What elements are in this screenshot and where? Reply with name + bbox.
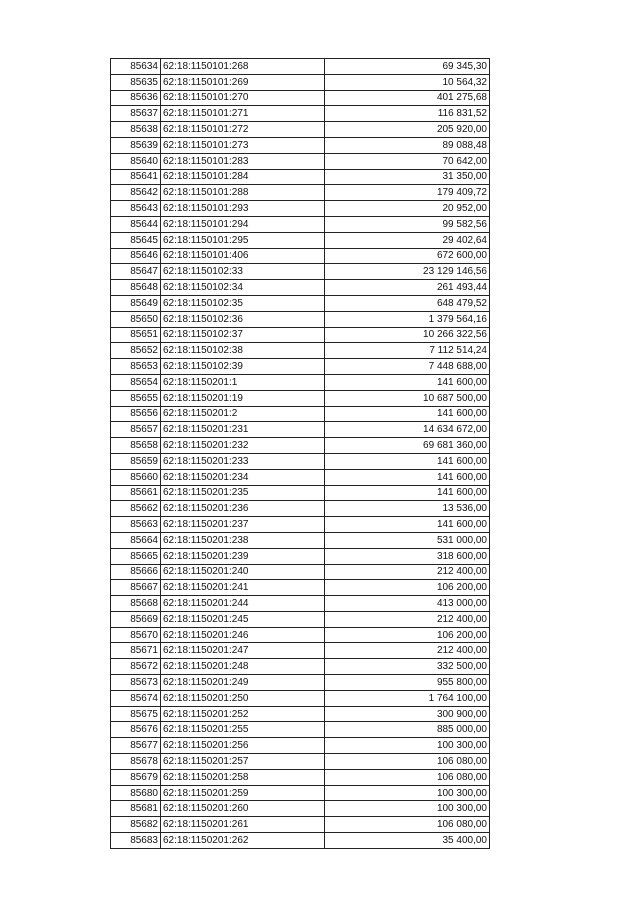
cadastral-number-cell: 62:18:1150101:293 — [161, 201, 325, 217]
cadastral-number-cell: 62:18:1150102:36 — [161, 311, 325, 327]
cadastral-value-cell: 69 681 360,00 — [325, 438, 490, 454]
cadastral-number-cell: 62:18:1150201:258 — [161, 769, 325, 785]
table-row — [111, 74, 490, 90]
cadastral-number-cell: 62:18:1150201:252 — [161, 706, 325, 722]
cadastral-value-cell: 10 266 322,56 — [325, 327, 490, 343]
cadastral-number-cell: 62:18:1150201:245 — [161, 611, 325, 627]
cadastral-value-cell: 141 600,00 — [325, 406, 490, 422]
row-number-cell: 85663 — [111, 517, 161, 533]
cadastral-number-cell: 62:18:1150201:248 — [161, 659, 325, 675]
cadastral-value-cell: 1 379 564,16 — [325, 311, 490, 327]
cadastral-number-cell: 62:18:1150201:255 — [161, 722, 325, 738]
row-number-cell: 85644 — [111, 216, 161, 232]
table-row — [111, 564, 490, 580]
table-row — [111, 295, 490, 311]
table-row — [111, 201, 490, 217]
row-number-cell: 85643 — [111, 201, 161, 217]
cadastral-number-cell: 62:18:1150201:249 — [161, 675, 325, 691]
cadastral-value-cell: 531 000,00 — [325, 532, 490, 548]
row-number-cell: 85642 — [111, 185, 161, 201]
table-row — [111, 59, 490, 75]
cadastral-value-cell: 141 600,00 — [325, 469, 490, 485]
cadastral-value-cell: 100 300,00 — [325, 785, 490, 801]
cadastral-number-cell: 62:18:1150101:269 — [161, 74, 325, 90]
row-number-cell: 85659 — [111, 453, 161, 469]
row-number-cell: 85638 — [111, 122, 161, 138]
cadastral-value-cell: 212 400,00 — [325, 611, 490, 627]
table-row — [111, 754, 490, 770]
cadastral-number-cell: 62:18:1150201:246 — [161, 627, 325, 643]
table-row — [111, 659, 490, 675]
row-number-cell: 85661 — [111, 485, 161, 501]
table-row — [111, 280, 490, 296]
table-row — [111, 517, 490, 533]
cadastral-number-cell: 62:18:1150101:271 — [161, 106, 325, 122]
table-row — [111, 137, 490, 153]
cadastral-value-cell: 300 900,00 — [325, 706, 490, 722]
row-number-cell: 85635 — [111, 74, 161, 90]
cadastral-number-cell: 62:18:1150101:295 — [161, 232, 325, 248]
row-number-cell: 85670 — [111, 627, 161, 643]
cadastral-value-cell: 141 600,00 — [325, 374, 490, 390]
row-number-cell: 85679 — [111, 769, 161, 785]
table-row — [111, 264, 490, 280]
row-number-cell: 85681 — [111, 801, 161, 817]
cadastral-value-cell: 14 634 672,00 — [325, 422, 490, 438]
table-body — [111, 59, 490, 849]
row-number-cell: 85637 — [111, 106, 161, 122]
cadastral-value-cell: 100 300,00 — [325, 738, 490, 754]
cadastral-number-cell: 62:18:1150201:247 — [161, 643, 325, 659]
table-row — [111, 485, 490, 501]
table-row — [111, 422, 490, 438]
cadastral-value-cell: 318 600,00 — [325, 548, 490, 564]
cadastral-value-cell: 7 112 514,24 — [325, 343, 490, 359]
table-row — [111, 548, 490, 564]
row-number-cell: 85683 — [111, 833, 161, 849]
cadastral-number-cell: 62:18:1150201:231 — [161, 422, 325, 438]
cadastral-value-cell: 141 600,00 — [325, 517, 490, 533]
cadastral-number-cell: 62:18:1150101:270 — [161, 90, 325, 106]
table-row — [111, 738, 490, 754]
row-number-cell: 85645 — [111, 232, 161, 248]
cadastral-value-cell: 10 564,32 — [325, 74, 490, 90]
cadastral-number-cell: 62:18:1150201:233 — [161, 453, 325, 469]
cadastral-value-cell: 212 400,00 — [325, 564, 490, 580]
table-row — [111, 169, 490, 185]
row-number-cell: 85653 — [111, 359, 161, 375]
row-number-cell: 85648 — [111, 280, 161, 296]
cadastral-number-cell: 62:18:1150101:288 — [161, 185, 325, 201]
cadastral-number-cell: 62:18:1150102:34 — [161, 280, 325, 296]
cadastral-value-cell: 141 600,00 — [325, 453, 490, 469]
table-row — [111, 596, 490, 612]
table-row — [111, 785, 490, 801]
cadastral-value-table — [110, 58, 490, 849]
table-row — [111, 643, 490, 659]
row-number-cell: 85677 — [111, 738, 161, 754]
table-row — [111, 469, 490, 485]
table-row — [111, 90, 490, 106]
cadastral-value-cell: 106 080,00 — [325, 817, 490, 833]
table-row — [111, 153, 490, 169]
table-row — [111, 833, 490, 849]
cadastral-number-cell: 62:18:1150101:284 — [161, 169, 325, 185]
cadastral-value-cell: 20 952,00 — [325, 201, 490, 217]
table-row — [111, 343, 490, 359]
cadastral-value-cell: 23 129 146,56 — [325, 264, 490, 280]
cadastral-value-cell: 1 764 100,00 — [325, 690, 490, 706]
row-number-cell: 85669 — [111, 611, 161, 627]
row-number-cell: 85640 — [111, 153, 161, 169]
table-row — [111, 611, 490, 627]
row-number-cell: 85636 — [111, 90, 161, 106]
table-row — [111, 801, 490, 817]
table-row — [111, 580, 490, 596]
table-row — [111, 675, 490, 691]
row-number-cell: 85651 — [111, 327, 161, 343]
cadastral-value-cell: 13 536,00 — [325, 501, 490, 517]
row-number-cell: 85647 — [111, 264, 161, 280]
cadastral-value-cell: 106 200,00 — [325, 580, 490, 596]
row-number-cell: 85649 — [111, 295, 161, 311]
cadastral-number-cell: 62:18:1150102:39 — [161, 359, 325, 375]
table-row — [111, 532, 490, 548]
cadastral-value-cell: 69 345,30 — [325, 59, 490, 75]
row-number-cell: 85666 — [111, 564, 161, 580]
cadastral-number-cell: 62:18:1150201:256 — [161, 738, 325, 754]
row-number-cell: 85668 — [111, 596, 161, 612]
table-row — [111, 769, 490, 785]
cadastral-number-cell: 62:18:1150201:1 — [161, 374, 325, 390]
cadastral-value-cell: 332 500,00 — [325, 659, 490, 675]
cadastral-number-cell: 62:18:1150102:33 — [161, 264, 325, 280]
row-number-cell: 85673 — [111, 675, 161, 691]
table-row — [111, 453, 490, 469]
row-number-cell: 85678 — [111, 754, 161, 770]
row-number-cell: 85672 — [111, 659, 161, 675]
table-row — [111, 185, 490, 201]
cadastral-value-cell: 29 402,64 — [325, 232, 490, 248]
cadastral-number-cell: 62:18:1150201:238 — [161, 532, 325, 548]
row-number-cell: 85667 — [111, 580, 161, 596]
cadastral-value-cell: 106 080,00 — [325, 754, 490, 770]
cadastral-number-cell: 62:18:1150101:268 — [161, 59, 325, 75]
row-number-cell: 85675 — [111, 706, 161, 722]
cadastral-number-cell: 62:18:1150201:241 — [161, 580, 325, 596]
row-number-cell: 85650 — [111, 311, 161, 327]
row-number-cell: 85665 — [111, 548, 161, 564]
cadastral-number-cell: 62:18:1150201:240 — [161, 564, 325, 580]
table-row — [111, 722, 490, 738]
cadastral-value-cell: 205 920,00 — [325, 122, 490, 138]
table-row — [111, 359, 490, 375]
cadastral-value-cell: 179 409,72 — [325, 185, 490, 201]
cadastral-number-cell: 62:18:1150102:38 — [161, 343, 325, 359]
cadastral-number-cell: 62:18:1150101:283 — [161, 153, 325, 169]
row-number-cell: 85680 — [111, 785, 161, 801]
row-number-cell: 85655 — [111, 390, 161, 406]
table-row — [111, 216, 490, 232]
cadastral-number-cell: 62:18:1150201:250 — [161, 690, 325, 706]
cadastral-number-cell: 62:18:1150201:234 — [161, 469, 325, 485]
cadastral-value-cell: 401 275,68 — [325, 90, 490, 106]
row-number-cell: 85676 — [111, 722, 161, 738]
cadastral-value-cell: 7 448 688,00 — [325, 359, 490, 375]
row-number-cell: 85639 — [111, 137, 161, 153]
cadastral-number-cell: 62:18:1150101:294 — [161, 216, 325, 232]
cadastral-number-cell: 62:18:1150101:273 — [161, 137, 325, 153]
cadastral-number-cell: 62:18:1150101:272 — [161, 122, 325, 138]
cadastral-number-cell: 62:18:1150201:236 — [161, 501, 325, 517]
cadastral-value-cell: 70 642,00 — [325, 153, 490, 169]
table-row — [111, 690, 490, 706]
table-row — [111, 438, 490, 454]
row-number-cell: 85662 — [111, 501, 161, 517]
row-number-cell: 85652 — [111, 343, 161, 359]
cadastral-value-cell: 31 350,00 — [325, 169, 490, 185]
table-row — [111, 627, 490, 643]
cadastral-value-cell: 955 800,00 — [325, 675, 490, 691]
table-row — [111, 390, 490, 406]
cadastral-number-cell: 62:18:1150201:239 — [161, 548, 325, 564]
cadastral-value-cell: 99 582,56 — [325, 216, 490, 232]
table-row — [111, 501, 490, 517]
cadastral-number-cell: 62:18:1150201:244 — [161, 596, 325, 612]
cadastral-number-cell: 62:18:1150102:35 — [161, 295, 325, 311]
cadastral-value-cell: 106 080,00 — [325, 769, 490, 785]
table-row — [111, 232, 490, 248]
cadastral-number-cell: 62:18:1150201:232 — [161, 438, 325, 454]
row-number-cell: 85674 — [111, 690, 161, 706]
cadastral-value-cell: 106 200,00 — [325, 627, 490, 643]
table-row — [111, 248, 490, 264]
row-number-cell: 85634 — [111, 59, 161, 75]
cadastral-number-cell: 62:18:1150201:19 — [161, 390, 325, 406]
table-row — [111, 406, 490, 422]
row-number-cell: 85654 — [111, 374, 161, 390]
cadastral-value-cell: 100 300,00 — [325, 801, 490, 817]
row-number-cell: 85658 — [111, 438, 161, 454]
cadastral-number-cell: 62:18:1150201:262 — [161, 833, 325, 849]
cadastral-number-cell: 62:18:1150201:260 — [161, 801, 325, 817]
row-number-cell: 85641 — [111, 169, 161, 185]
cadastral-value-cell: 141 600,00 — [325, 485, 490, 501]
cadastral-number-cell: 62:18:1150201:261 — [161, 817, 325, 833]
cadastral-number-cell: 62:18:1150201:235 — [161, 485, 325, 501]
cadastral-number-cell: 62:18:1150201:259 — [161, 785, 325, 801]
row-number-cell: 85671 — [111, 643, 161, 659]
row-number-cell: 85660 — [111, 469, 161, 485]
cadastral-number-cell: 62:18:1150201:257 — [161, 754, 325, 770]
table-row — [111, 122, 490, 138]
cadastral-value-cell: 672 600,00 — [325, 248, 490, 264]
cadastral-value-cell: 885 000,00 — [325, 722, 490, 738]
cadastral-value-cell: 10 687 500,00 — [325, 390, 490, 406]
cadastral-number-cell: 62:18:1150102:37 — [161, 327, 325, 343]
cadastral-value-cell: 116 831,52 — [325, 106, 490, 122]
table-row — [111, 327, 490, 343]
cadastral-value-cell: 89 088,48 — [325, 137, 490, 153]
table-row — [111, 817, 490, 833]
row-number-cell: 85656 — [111, 406, 161, 422]
cadastral-value-cell: 261 493,44 — [325, 280, 490, 296]
table-row — [111, 311, 490, 327]
cadastral-value-cell: 212 400,00 — [325, 643, 490, 659]
cadastral-number-cell: 62:18:1150201:237 — [161, 517, 325, 533]
cadastral-value-cell: 35 400,00 — [325, 833, 490, 849]
row-number-cell: 85657 — [111, 422, 161, 438]
table-row — [111, 106, 490, 122]
cadastral-value-cell: 648 479,52 — [325, 295, 490, 311]
cadastral-value-cell: 413 000,00 — [325, 596, 490, 612]
row-number-cell: 85682 — [111, 817, 161, 833]
row-number-cell: 85664 — [111, 532, 161, 548]
cadastral-number-cell: 62:18:1150101:406 — [161, 248, 325, 264]
cadastral-number-cell: 62:18:1150201:2 — [161, 406, 325, 422]
table-row — [111, 374, 490, 390]
table-row — [111, 706, 490, 722]
row-number-cell: 85646 — [111, 248, 161, 264]
